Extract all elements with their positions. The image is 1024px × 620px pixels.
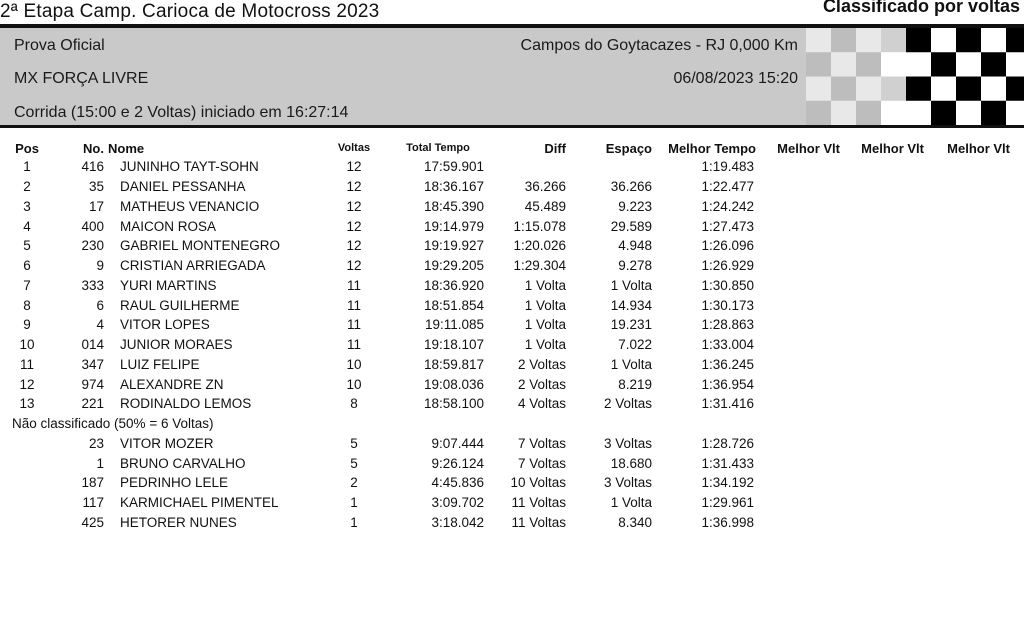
pos-cell: 13: [19, 396, 35, 412]
best-lap-cell: [756, 394, 840, 414]
table-row: [0, 374, 1024, 394]
best-lap-cell: [756, 236, 840, 256]
diff-cell: 1 Volta: [524, 337, 566, 353]
best-lap-cell: [756, 355, 840, 375]
laps-cell: 10: [346, 376, 362, 392]
total-time-cell: 19:11.085: [424, 317, 484, 333]
not-classified-heading-row: [0, 414, 1024, 434]
diff-cell: 1 Volta: [524, 297, 566, 313]
laps-cell: 12: [346, 218, 362, 234]
laps-cell: 12: [346, 258, 362, 274]
best-time-cell: 1:26.096: [701, 238, 754, 254]
total-time-cell: 9:07.444: [431, 435, 484, 451]
name-cell: BRUNO CARVALHO: [120, 455, 246, 471]
table-row: [0, 157, 1024, 177]
pos-cell: [0, 453, 54, 473]
best-lap-cell: [840, 394, 924, 414]
laps-cell: 5: [350, 455, 358, 471]
number-cell: 014: [81, 337, 104, 353]
gap-cell: 19.231: [610, 317, 652, 333]
results-table: [0, 139, 1024, 532]
total-time-cell: 19:14.979: [423, 218, 484, 234]
laps-cell: 11: [346, 277, 361, 293]
col-pos: Pos: [15, 140, 39, 156]
col-no: No.: [83, 140, 104, 156]
diff-cell: 7 Voltas: [517, 455, 566, 471]
race-info: Corrida (15:00 e 2 Voltas) iniciado em 16:27:14: [14, 104, 349, 121]
pos-cell: 9: [23, 317, 31, 333]
name-cell: YURI MARTINS: [120, 277, 217, 293]
best-lap-cell: [924, 315, 1024, 335]
table-row: [0, 256, 1024, 276]
name-cell: CRISTIAN ARRIEGADA: [120, 258, 266, 274]
gap-cell: 3 Voltas: [603, 435, 652, 451]
total-time-cell: 19:08.036: [423, 376, 484, 392]
number-cell: 333: [81, 277, 104, 293]
diff-cell: [484, 157, 566, 177]
pos-cell: 11: [19, 356, 34, 372]
laps-cell: 12: [346, 238, 362, 254]
pos-cell: 7: [23, 277, 31, 293]
number-cell: 9: [96, 258, 104, 274]
number-cell: 35: [88, 179, 104, 195]
best-time-cell: 1:33.004: [701, 337, 754, 353]
event-title: 2ª Etapa Camp. Carioca de Motocross 2023: [0, 1, 380, 22]
pos-cell: [0, 513, 54, 533]
col-laps: Voltas: [337, 142, 371, 154]
name-cell: ALEXANDRE ZN: [120, 376, 224, 392]
best-lap-cell: [840, 355, 924, 375]
name-cell: KARMICHAEL PIMENTEL: [120, 495, 279, 511]
table-row: [0, 355, 1024, 375]
diff-cell: 2 Voltas: [517, 376, 566, 392]
best-lap-cell: [840, 236, 924, 256]
diff-cell: 45.489: [524, 198, 566, 214]
diff-cell: 4 Voltas: [517, 396, 566, 412]
table-row: [0, 295, 1024, 315]
best-lap-cell: [924, 513, 1024, 533]
laps-cell: 8: [350, 396, 358, 412]
pos-cell: 4: [23, 218, 31, 234]
best-lap-cell: [840, 295, 924, 315]
laps-cell: 2: [350, 475, 358, 491]
total-time-cell: 19:29.205: [423, 258, 484, 274]
name-cell: MATHEUS VENANCIO: [120, 198, 260, 214]
best-lap-cell: [756, 216, 840, 236]
col-name: Nome: [108, 140, 145, 156]
diff-cell: 1 Volta: [524, 277, 566, 293]
number-cell: 4: [96, 317, 104, 333]
best-lap-cell: [840, 157, 924, 177]
gap-cell: 4.948: [618, 238, 652, 254]
total-time-cell: 19:19.927: [423, 238, 484, 254]
event-datetime: 06/08/2023 15:20: [673, 70, 798, 87]
gap-cell: 14.934: [610, 297, 652, 313]
col-bestlap-2: Melhor Vlt: [861, 140, 924, 156]
laps-cell: 10: [346, 356, 362, 372]
diff-cell: 11 Voltas: [511, 495, 566, 511]
best-lap-cell: [924, 256, 1024, 276]
best-lap-cell: [756, 473, 840, 493]
best-lap-cell: [840, 216, 924, 236]
best-lap-cell: [756, 453, 840, 473]
gap-cell: 2 Voltas: [603, 396, 652, 412]
pos-cell: 2: [23, 179, 31, 195]
best-lap-cell: [756, 276, 840, 296]
total-time-cell: 18:59.817: [423, 356, 484, 372]
number-cell: 6: [96, 297, 104, 313]
checkered-flag-icon: [806, 28, 1024, 125]
best-lap-cell: [756, 335, 840, 355]
best-lap-cell: [924, 197, 1024, 217]
pos-cell: 12: [19, 376, 35, 392]
session-type: Prova Oficial: [14, 37, 105, 54]
col-total: Total Tempo: [406, 142, 470, 154]
pos-cell: 5: [23, 238, 31, 254]
total-time-cell: 17:59.901: [423, 159, 484, 175]
best-lap-cell: [924, 493, 1024, 513]
name-cell: DANIEL PESSANHA: [120, 179, 246, 195]
gap-cell: 18.680: [610, 455, 652, 471]
gap-cell: 9.278: [618, 258, 652, 274]
number-cell: 416: [81, 159, 104, 175]
best-time-cell: 1:28.863: [701, 317, 754, 333]
pos-cell: [0, 434, 54, 454]
table-row: [0, 513, 1024, 533]
total-time-cell: 19:18.107: [423, 337, 484, 353]
number-cell: 425: [81, 514, 104, 530]
table-header-row: [0, 139, 1024, 157]
best-time-cell: 1:26.929: [701, 258, 754, 274]
laps-cell: 1: [350, 495, 358, 511]
best-lap-cell: [924, 355, 1024, 375]
total-time-cell: 3:09.702: [431, 495, 484, 511]
best-time-cell: 1:31.433: [701, 455, 754, 471]
best-lap-cell: [924, 473, 1024, 493]
total-time-cell: 3:18.042: [431, 514, 484, 530]
laps-cell: 11: [346, 317, 361, 333]
number-cell: 230: [81, 238, 104, 254]
name-cell: HETORER NUNES: [120, 514, 237, 530]
pos-cell: 1: [23, 159, 31, 175]
total-time-cell: 18:58.100: [423, 396, 484, 412]
name-cell: PEDRINHO LELE: [120, 475, 229, 491]
col-bestlap-3: Melhor Vlt: [947, 140, 1010, 156]
laps-cell: 1: [350, 514, 358, 530]
best-lap-cell: [924, 335, 1024, 355]
best-time-cell: 1:24.242: [701, 198, 754, 214]
best-lap-cell: [840, 513, 924, 533]
best-lap-cell: [840, 197, 924, 217]
name-cell: MAICON ROSA: [120, 218, 217, 234]
total-time-cell: 18:51.854: [423, 297, 484, 313]
best-lap-cell: [924, 236, 1024, 256]
best-time-cell: 1:34.192: [701, 475, 754, 491]
best-lap-cell: [756, 513, 840, 533]
best-lap-cell: [756, 157, 840, 177]
diff-cell: 2 Voltas: [517, 356, 566, 372]
best-lap-cell: [924, 394, 1024, 414]
table-row: [0, 236, 1024, 256]
name-cell: JUNIOR MORAES: [120, 337, 233, 353]
number-cell: 400: [81, 218, 104, 234]
name-cell: RAUL GUILHERME: [120, 297, 240, 313]
laps-cell: 12: [346, 179, 362, 195]
best-lap-cell: [756, 256, 840, 276]
best-time-cell: 1:36.998: [701, 514, 754, 530]
best-lap-cell: [924, 434, 1024, 454]
total-time-cell: 18:36.920: [423, 277, 484, 293]
name-cell: VITOR LOPES: [120, 317, 210, 333]
gap-cell: 9.223: [618, 198, 652, 214]
table-row: [0, 493, 1024, 513]
table-row: [0, 335, 1024, 355]
number-cell: 23: [88, 435, 104, 451]
gap-cell: 36.266: [610, 179, 652, 195]
name-cell: LUIZ FELIPE: [120, 356, 200, 372]
best-lap-cell: [840, 453, 924, 473]
number-cell: 221: [81, 396, 104, 412]
total-time-cell: 4:45.836: [431, 475, 484, 491]
gap-cell: 8.219: [618, 376, 652, 392]
laps-cell: 11: [346, 297, 361, 313]
best-lap-cell: [840, 493, 924, 513]
best-lap-cell: [840, 335, 924, 355]
number-cell: 17: [88, 198, 104, 214]
diff-cell: 1 Volta: [524, 317, 566, 333]
best-lap-cell: [756, 374, 840, 394]
pos-cell: [0, 473, 54, 493]
table-row: [0, 315, 1024, 335]
not-classified-label: Não classificado (50% = 6 Voltas): [12, 416, 214, 432]
laps-cell: 12: [346, 198, 362, 214]
gap-cell: [566, 157, 652, 177]
header-bottom-rule: [0, 125, 1024, 128]
category-name: MX FORÇA LIVRE: [14, 70, 149, 87]
total-time-cell: 18:45.390: [423, 198, 484, 214]
best-lap-cell: [840, 473, 924, 493]
gap-cell: 3 Voltas: [603, 475, 652, 491]
laps-cell: 5: [350, 435, 358, 451]
best-time-cell: 1:30.850: [701, 277, 754, 293]
number-cell: 347: [81, 356, 104, 372]
table-row: [0, 394, 1024, 414]
best-lap-cell: [924, 276, 1024, 296]
table-row: [0, 473, 1024, 493]
name-cell: GABRIEL MONTENEGRO: [120, 238, 281, 254]
location: Campos do Goytacazes - RJ 0,000 Km: [520, 37, 798, 54]
diff-cell: 1:29.304: [513, 258, 566, 274]
gap-cell: 1 Volta: [610, 356, 652, 372]
best-time-cell: 1:31.416: [701, 396, 754, 412]
best-lap-cell: [924, 453, 1024, 473]
best-lap-cell: [840, 434, 924, 454]
number-cell: 974: [81, 376, 104, 392]
col-bestlap-1: Melhor Vlt: [777, 140, 840, 156]
best-lap-cell: [924, 177, 1024, 197]
best-time-cell: 1:36.954: [701, 376, 754, 392]
best-time-cell: 1:22.477: [701, 179, 754, 195]
classification-mode: Classificado por voltas: [822, 0, 1020, 16]
best-time-cell: 1:19.483: [701, 159, 754, 175]
pos-cell: 8: [23, 297, 31, 313]
best-lap-cell: [924, 374, 1024, 394]
gap-cell: 1 Volta: [610, 277, 652, 293]
best-lap-cell: [756, 197, 840, 217]
best-lap-cell: [840, 315, 924, 335]
number-cell: 187: [81, 475, 104, 491]
table-row: [0, 276, 1024, 296]
best-lap-cell: [756, 295, 840, 315]
diff-cell: 7 Voltas: [517, 435, 566, 451]
name-cell: VITOR MOZER: [120, 435, 214, 451]
pos-cell: 3: [23, 198, 31, 214]
diff-cell: 11 Voltas: [511, 514, 566, 530]
laps-cell: 11: [346, 337, 361, 353]
pos-cell: 10: [19, 337, 35, 353]
table-row: [0, 453, 1024, 473]
gap-cell: 8.340: [618, 514, 652, 530]
total-time-cell: 18:36.167: [423, 179, 484, 195]
diff-cell: 1:20.026: [513, 238, 566, 254]
col-gap: Espaço: [605, 140, 652, 156]
number-cell: 117: [82, 495, 104, 511]
number-cell: 1: [96, 455, 104, 471]
best-lap-cell: [756, 493, 840, 513]
gap-cell: 29.589: [610, 218, 652, 234]
col-diff: Diff: [544, 140, 566, 156]
name-cell: JUNINHO TAYT-SOHN: [120, 159, 259, 175]
best-time-cell: 1:30.173: [701, 297, 754, 313]
best-lap-cell: [840, 256, 924, 276]
best-lap-cell: [840, 177, 924, 197]
col-best: Melhor Tempo: [668, 140, 756, 156]
best-time-cell: 1:28.726: [701, 435, 754, 451]
best-time-cell: 1:29.961: [701, 495, 754, 511]
best-lap-cell: [840, 374, 924, 394]
laps-cell: 12: [346, 159, 362, 175]
best-lap-cell: [756, 434, 840, 454]
best-lap-cell: [924, 216, 1024, 236]
gap-cell: 7.022: [618, 337, 652, 353]
best-time-cell: 1:27.473: [701, 218, 754, 234]
table-row: [0, 434, 1024, 454]
best-time-cell: 1:36.245: [701, 356, 754, 372]
diff-cell: 1:15.078: [513, 218, 566, 234]
name-cell: RODINALDO LEMOS: [120, 396, 252, 412]
table-row: [0, 216, 1024, 236]
total-time-cell: 9:26.124: [431, 455, 484, 471]
best-lap-cell: [756, 177, 840, 197]
table-row: [0, 197, 1024, 217]
best-lap-cell: [840, 276, 924, 296]
diff-cell: 10 Voltas: [510, 475, 566, 491]
pos-cell: 6: [23, 258, 31, 274]
best-lap-cell: [924, 295, 1024, 315]
gap-cell: 1 Volta: [610, 495, 652, 511]
table-row: [0, 177, 1024, 197]
best-lap-cell: [756, 315, 840, 335]
diff-cell: 36.266: [524, 179, 566, 195]
pos-cell: [0, 493, 54, 513]
best-lap-cell: [924, 157, 1024, 177]
